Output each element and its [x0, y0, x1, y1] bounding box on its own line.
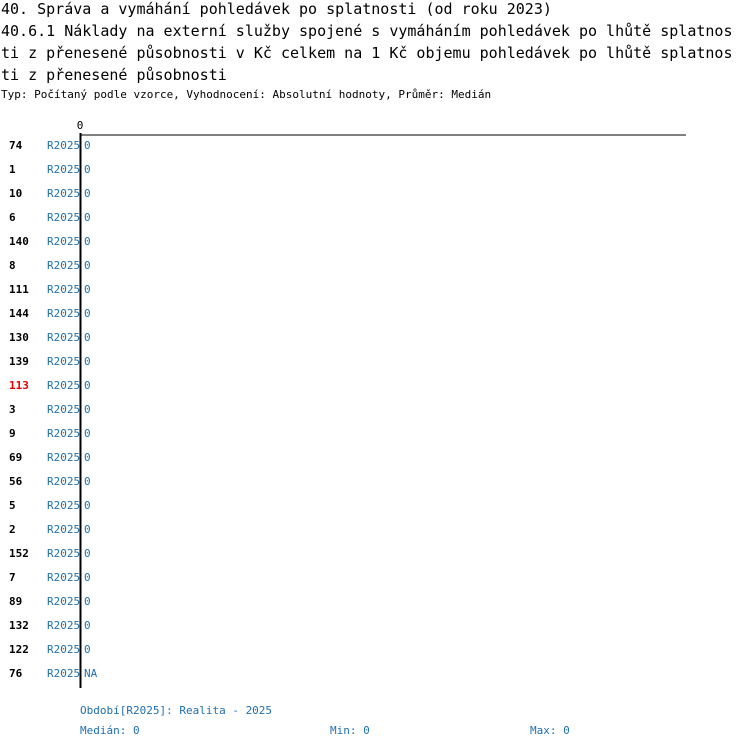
series-label: R2025	[47, 643, 81, 656]
series-label: R2025	[47, 451, 81, 464]
chart-row	[9, 307, 91, 320]
chart-row	[9, 499, 91, 512]
chart-row	[9, 667, 98, 680]
value-label: 0	[84, 499, 91, 512]
value-label: 0	[84, 379, 91, 392]
row-id-label: 69	[9, 451, 23, 464]
median-stat: Medián: 0	[80, 724, 140, 737]
row-id-label: 76	[9, 667, 23, 680]
chart-row	[9, 355, 91, 368]
chart-row	[9, 139, 91, 152]
chart-row	[9, 403, 91, 416]
max-stat: Max: 0	[530, 724, 570, 737]
row-id-label: 1	[9, 163, 16, 176]
series-label: R2025	[47, 595, 81, 608]
chart-row	[9, 331, 91, 344]
value-label: 0	[84, 619, 91, 632]
row-id-label: 139	[9, 355, 29, 368]
value-label: 0	[84, 643, 91, 656]
row-id-label: 2	[9, 523, 16, 536]
value-label: 0	[84, 283, 91, 296]
row-id-label: 3	[9, 403, 16, 416]
row-id-label: 111	[9, 283, 29, 296]
value-label: 0	[84, 547, 91, 560]
series-label: R2025	[47, 619, 81, 632]
value-label: 0	[84, 523, 91, 536]
row-id-label: 8	[9, 259, 16, 272]
chart-row	[9, 211, 91, 224]
row-id-label: 74	[9, 139, 23, 152]
type-line: Typ: Počítaný podle vzorce, Vyhodnocení: Absolutní hodnoty, Průměr: Medián	[1, 88, 492, 101]
value-label: 0	[84, 595, 91, 608]
series-label: R2025	[47, 331, 81, 344]
chart-row	[9, 547, 91, 560]
row-id-label: 144	[9, 307, 29, 320]
value-label: 0	[84, 427, 91, 440]
series-label: R2025	[47, 355, 81, 368]
row-id-label: 89	[9, 595, 23, 608]
series-label: R2025	[47, 307, 81, 320]
series-label: R2025	[47, 427, 81, 440]
series-label: R2025	[47, 163, 81, 176]
row-id-label: 113	[9, 379, 29, 392]
section-title: 40. Správa a vymáhání pohledávek po splatnosti (od roku 2023)	[1, 0, 552, 18]
chart-row	[9, 427, 91, 440]
value-label: 0	[84, 571, 91, 584]
value-label: 0	[84, 331, 91, 344]
row-id-label: 140	[9, 235, 29, 248]
value-label: 0	[84, 211, 91, 224]
chart-row	[9, 259, 91, 272]
chart-row	[9, 235, 91, 248]
chart-row	[9, 163, 91, 176]
series-label: R2025	[47, 139, 81, 152]
series-label: R2025	[47, 259, 81, 272]
series-label: R2025	[47, 379, 81, 392]
chart-row	[9, 451, 91, 464]
chart-row	[9, 379, 91, 392]
row-id-label: 5	[9, 499, 16, 512]
series-label: R2025	[47, 667, 81, 680]
value-label: 0	[84, 139, 91, 152]
series-label: R2025	[47, 523, 81, 536]
series-label: R2025	[47, 499, 81, 512]
row-id-label: 152	[9, 547, 29, 560]
chart-row	[9, 523, 91, 536]
indicator-title: 40.6.1 Náklady na externí služby spojené s vymáháním pohledávek po lhůtě splatnosti z přenesené působnosti v Kč celkem na 1 Kč objemu pohledávek po lhůtě splatnosti z přenesené působnosti	[1, 22, 733, 84]
chart-row	[9, 571, 91, 584]
chart-rows	[9, 139, 98, 680]
row-id-label: 6	[9, 211, 16, 224]
value-label: 0	[84, 403, 91, 416]
row-id-label: 130	[9, 331, 29, 344]
chart-row	[9, 595, 91, 608]
value-label: 0	[84, 307, 91, 320]
row-id-label: 7	[9, 571, 16, 584]
chart-row	[9, 187, 91, 200]
value-label: 0	[84, 355, 91, 368]
series-label: R2025	[47, 403, 81, 416]
series-label: R2025	[47, 211, 81, 224]
x-tick-label: 0	[76, 119, 84, 132]
value-label: NA	[84, 667, 98, 680]
series-label: R2025	[47, 187, 81, 200]
period-legend: Období[R2025]: Realita - 2025	[80, 704, 273, 717]
row-id-label: 122	[9, 643, 29, 656]
row-id-label: 132	[9, 619, 29, 632]
series-label: R2025	[47, 235, 81, 248]
series-label: R2025	[47, 547, 81, 560]
value-label: 0	[84, 187, 91, 200]
value-label: 0	[84, 163, 91, 176]
min-stat: Min: 0	[330, 724, 370, 737]
row-id-label: 9	[9, 427, 16, 440]
value-label: 0	[84, 259, 91, 272]
chart-row	[9, 283, 91, 296]
chart-row	[9, 643, 91, 656]
row-id-label: 56	[9, 475, 23, 488]
chart-row	[9, 619, 91, 632]
series-label: R2025	[47, 571, 81, 584]
series-label: R2025	[47, 475, 81, 488]
value-label: 0	[84, 451, 91, 464]
chart-row	[9, 475, 91, 488]
value-label: 0	[84, 475, 91, 488]
row-id-label: 10	[9, 187, 23, 200]
value-label: 0	[84, 235, 91, 248]
series-label: R2025	[47, 283, 81, 296]
